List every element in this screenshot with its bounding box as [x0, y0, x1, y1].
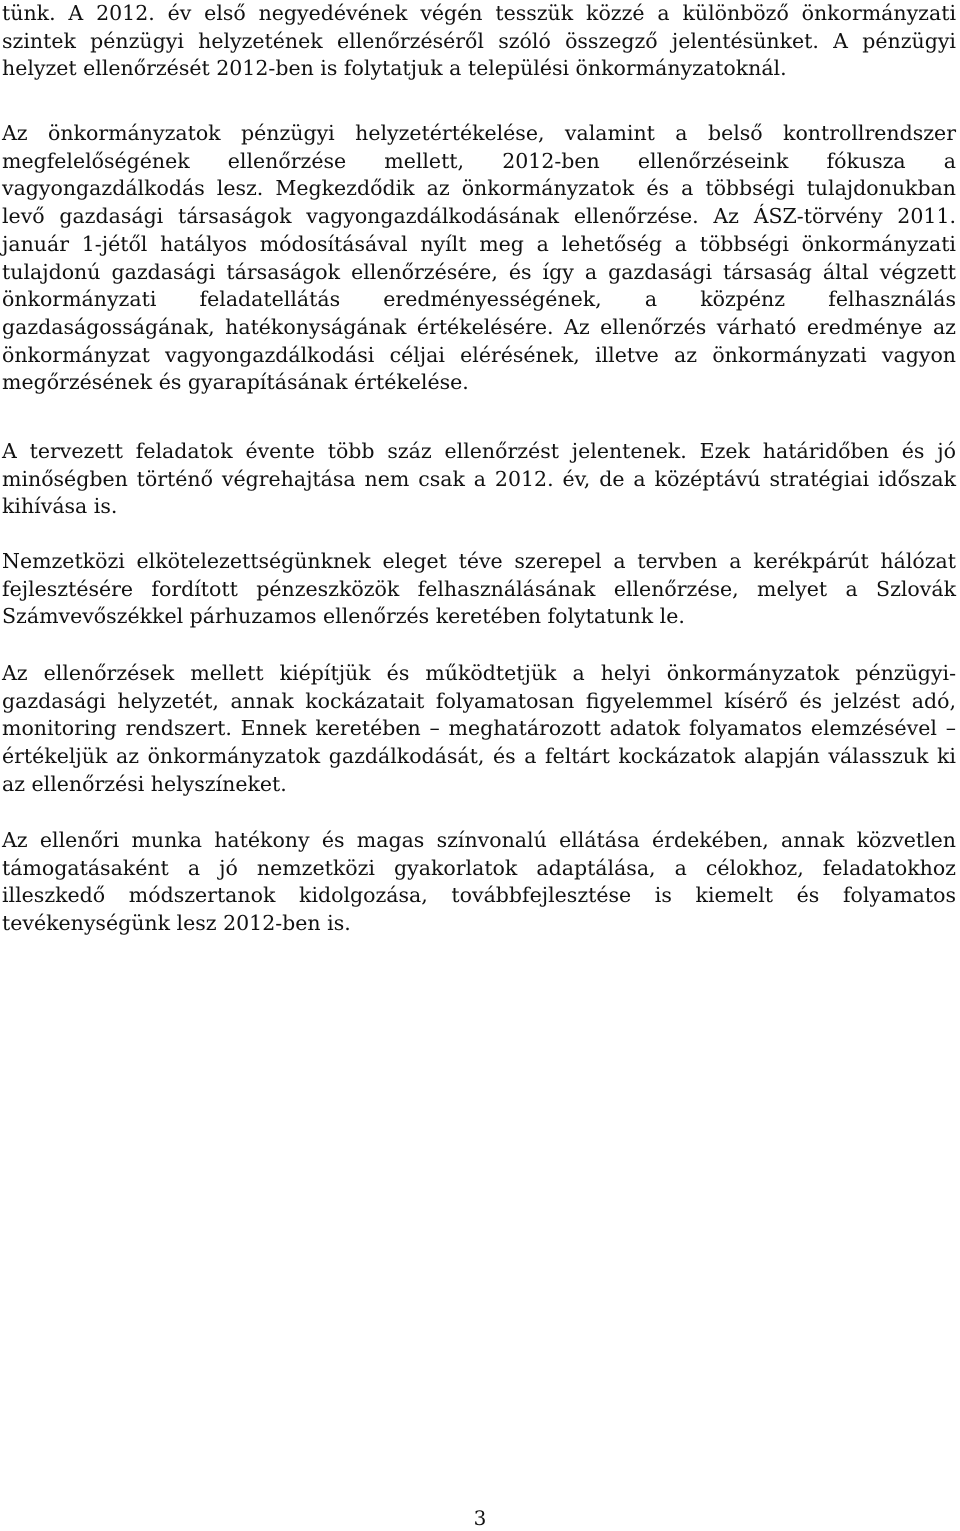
- paragraph-international-commitment: Nemzetközi elkötelezettségünknek eleget téve szerepel a tervben a kerékpárút hálózat fejlesztésére fordított pénzeszközök felhasználásának ellenőrzése, melyet a Szlovák Számvevőszékkel párhuzamos ellenőrzés keretében folytatunk le.: [2, 549, 956, 629]
- paragraph-summary-report: tünk. A 2012. év első negyedévének végén tesszük közzé a különböző önkormányzati szintek pénzügyi helyzetének ellenőrzéséről szóló összegző jelentésünket. A pénzügyi helyzet ellenőrzését 2012-ben is folytatjuk a települési önkormányzatoknál.: [2, 1, 956, 81]
- page-number: 3: [473, 1506, 487, 1530]
- paragraph-monitoring-system: Az ellenőrzések mellett kiépítjük és működtetjük a helyi önkormányzatok pénzügyi-gazdasági helyzetét, annak kockázatait folyamatosan figyelemmel kísérő és jelzést adó, monitoring rendszert. Ennek keretében – meghatározott adatok folyamatos elemzésével – értékeljük az önkormányzatok gazdálkodását, és a feltárt kockázatok alapján válasszuk ki az ellenőrzési helyszíneket.: [2, 661, 956, 796]
- paragraph-asset-management-audits: Az önkormányzatok pénzügyi helyzetértékelése, valamint a belső kontrollrendszer megfelelőségének ellenőrzése mellett, 2012-ben ellenőrzéseink fókusza a vagyongazdálkodás lesz. Megkezdődik az önkormányzatok és a többségi tulajdonukban levő gazdasági társaságok vagyongazdálkodásának ellenőrzése. Az ÁSZ-törvény 2011. január 1-jétől hatályos módosításával nyílt meg a lehetőség a többségi önkormányzati tulajdonú gazdasági társaságok ellenőrzésére, és így a gazdasági társaság által végzett önkormányzati feladatellátás eredményességének, a közpénz felhasználás gazdaságosságának, hatékonyságának értékelésére. Az ellenőrzés várható eredménye az önkormányzat vagyongazdálkodási céljai elérésének, illetve az önkormányzati vagyon megőrzésének és gyarapításának értékelése.: [2, 121, 956, 395]
- paragraph-planned-tasks: A tervezett feladatok évente több száz ellenőrzést jelentenek. Ezek határidőben és jó minőségben történő végrehajtása nem csak a 2012. év, de a középtávú stratégiai időszak kihívása is.: [2, 439, 956, 519]
- paragraph-methodology-development: Az ellenőri munka hatékony és magas színvonalú ellátása érdekében, annak közvetlen támogatásaként a jó nemzetközi gyakorlatok adaptálása, a célokhoz, feladatokhoz illeszkedő módszertanok kidolgozása, továbbfejlesztése is kiemelt és folyamatos tevékenységünk lesz 2012-ben is.: [2, 828, 956, 936]
